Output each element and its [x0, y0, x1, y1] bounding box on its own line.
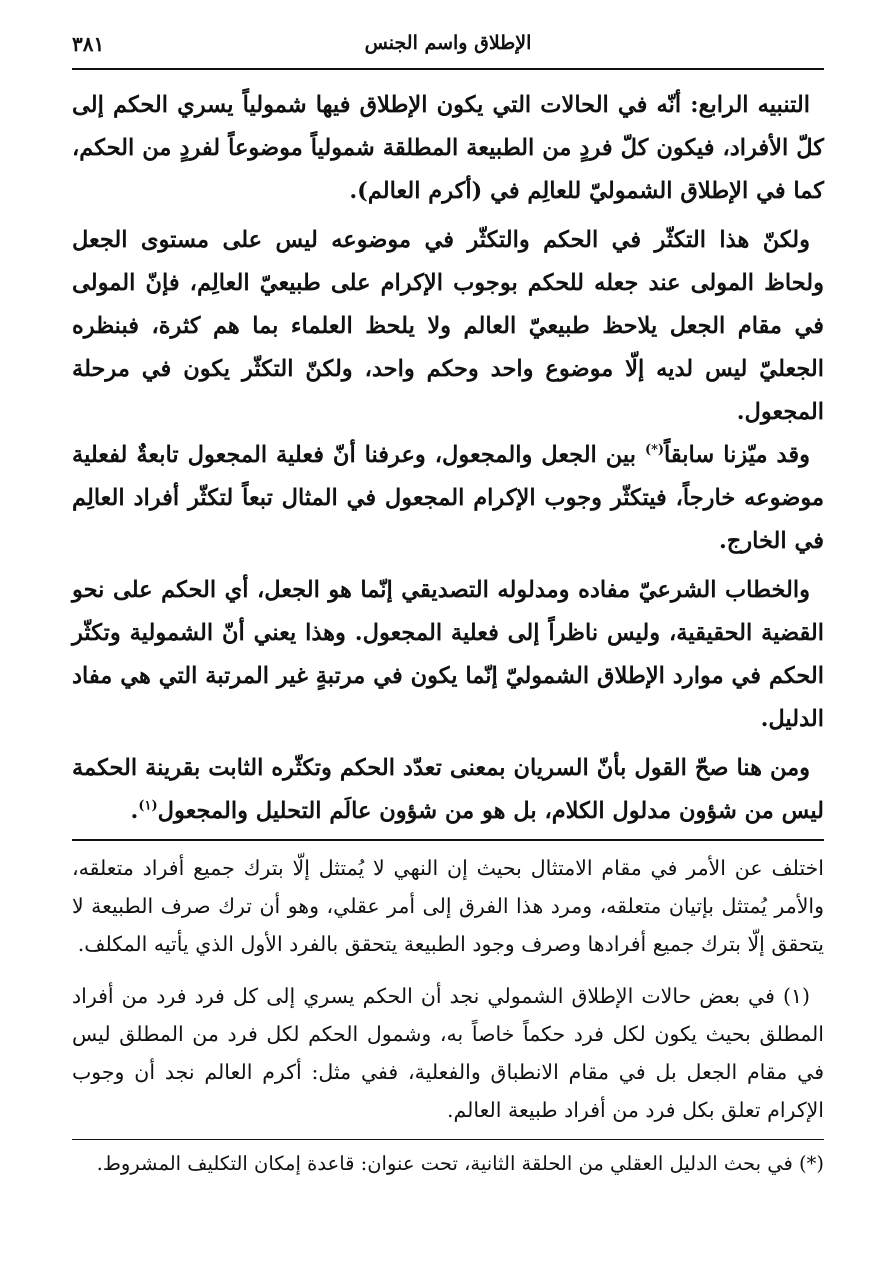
conclusion-period: .: [130, 798, 139, 824]
footnote-marker-one: (١): [138, 798, 158, 814]
main-text: [72, 84, 824, 833]
footnote-marker-star: (*): [644, 442, 665, 458]
paragraph-fourth-note: التنبيه الرابع: أنّه في الحالات التي يكون الإطلاق فيها شمولياً يسري الحكم إلى كلّ الأفراد، فيكون كلّ فردٍ من الطبيعة المطلقة شمولياً موضوعاً لفردٍ من الحكم، كما في الإطلاق الشموليّ للعالِم في (أكرم العالم).: [72, 92, 824, 204]
conclusion-body: ومن هنا صحّ القول بأنّ السريان بمعنى تعدّد الحكم وتكثّره الثابت بقرينة الحكمة ليس من شؤون مدلول الكلام، بل هو من شؤون عالَم التحليل والمجعول: [72, 755, 824, 824]
distinction-body: بين الجعل والمجعول، وعرفنا أنّ فعلية المجعول تابعةٌ لفعلية موضوعه خارجاً، فيتكثّر وجوب الإكرام المجعول في المثال تبعاً لتكثّر أفراد العالِم في الخارج.: [72, 442, 824, 554]
footnote-continuation: اختلف عن الأمر في مقام الامتثال بحيث إن النهي لا يُمتثل إلّا بترك جميع أفراد متعلقه، والأمر يُمتثل بإتيان متعلقه، ومرد هذا الفرق إلى أمر عقلي، وهو أن ترك صرف الطبيعة لا يتحقق إلّا بترك جميع أفرادها وصرف وجود الطبيعة يتحقق بالفرد الأول الذي يأتيه المكلف.: [72, 856, 824, 956]
footnote-separator: [72, 839, 824, 841]
paragraph-multiplicity: ولكنّ هذا التكثّر في الحكم والتكثّر في موضوعه ليس على مستوى الجعل ولحاظ المولى عند جعله للحكم بوجوب الإكرام على طبيعيّ العالِم، فإنّ المولى في مقام الجعل يلاحظ طبيعيّ العالم ولا يلحظ العلماء بما هم كثرة، فبنظره الجعليّ ليس لديه إلّا موضوع واحد وحكم واحد، ولكنّ التكثّر يكون في مرحلة المجعول.: [72, 227, 824, 425]
running-title: الإطلاق واسم الجنس: [364, 32, 532, 54]
page-number: ٣٨١: [72, 32, 105, 56]
paragraph-distinction: [72, 434, 824, 563]
footnote-star: (*) في بحث الدليل العقلي من الحلقة الثانية، تحت عنوان: قاعدة إمكان التكليف المشروط.: [96, 1152, 824, 1175]
book-page: [72, 28, 824, 1264]
paragraph-conclusion: [72, 747, 824, 833]
footnotes: [72, 849, 824, 1129]
distinction-lead: وقد ميّزنا سابقاً: [664, 442, 810, 468]
footnote-separator-short: [72, 1139, 824, 1140]
page-header: [72, 28, 824, 70]
footnote-one: (١) في بعض حالات الإطلاق الشمولي نجد أن الحكم يسري إلى كل فرد فرد من أفراد المطلق بحيث يكون لكل فرد حكماً خاصاً به، وشمول الحكم لكل فرد من المطلق ليس في مقام الجعل بل في مقام الانطباق والفعلية، ففي مثل: أكرم العالم نجد أن وجوب الإكرام تعلق بكل فرد من أفراد طبيعة العالم.: [72, 984, 824, 1122]
paragraph-legal-address: والخطاب الشرعيّ مفاده ومدلوله التصديقي إنّما هو الجعل، أي الحكم على نحو القضية الحقيقية، وليس ناظراً إلى فعلية المجعول. وهذا يعني أنّ الشمولية وتكثّر الحكم في موارد الإطلاق الشموليّ إنّما يكون في مرتبةٍ غير المرتبة التي هي مفاد الدليل.: [72, 577, 824, 732]
